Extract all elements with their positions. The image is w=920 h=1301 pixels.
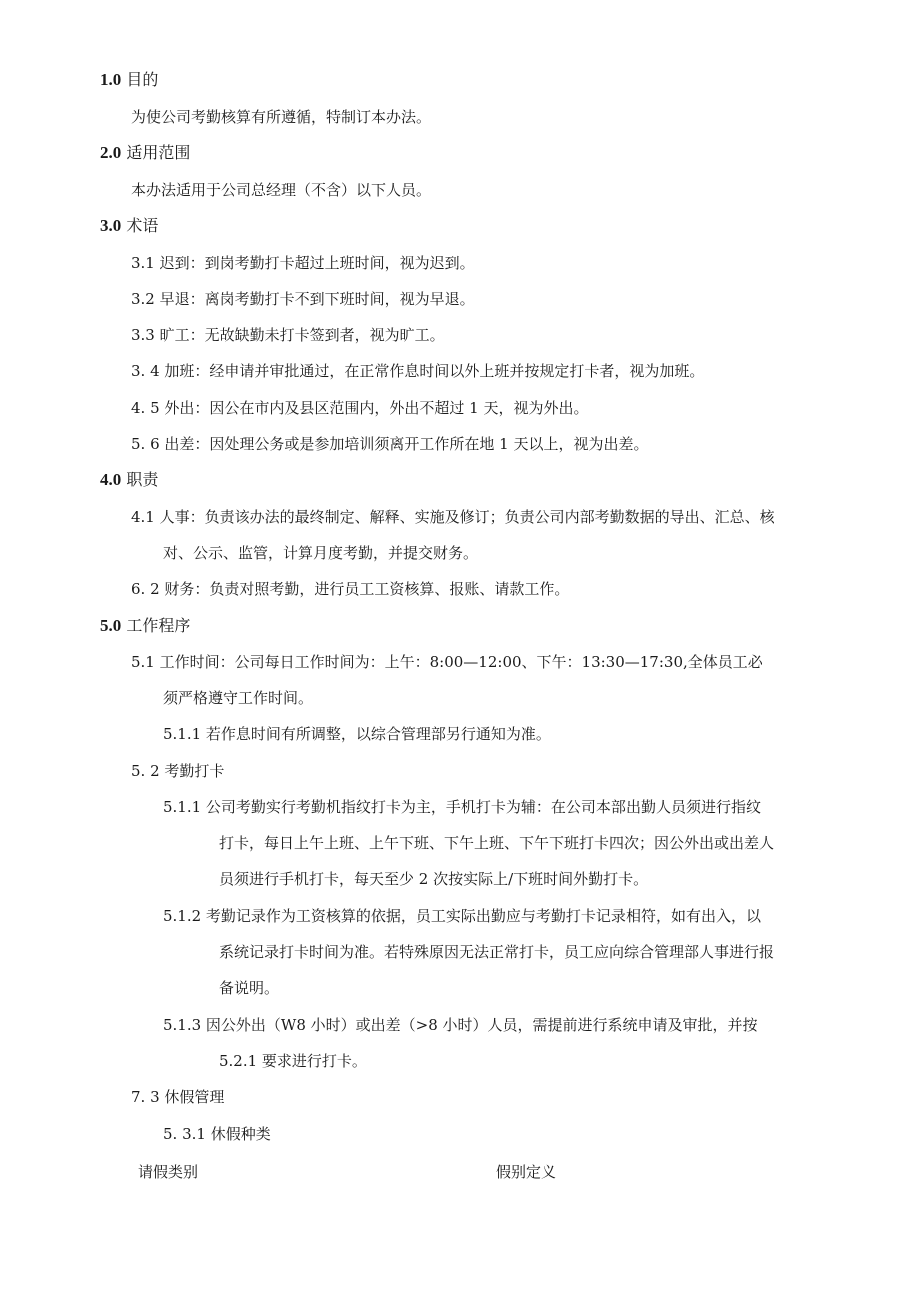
leave-types-heading: 5. 3.1 休假种类 xyxy=(163,1125,271,1143)
section-3-number: 3.0 xyxy=(100,216,122,235)
term-item: 5. 6 出差：因处理公务或是参加培训须离开工作所在地 1 天以上，视为出差。 xyxy=(131,435,649,453)
attendance-rule-2-cont: 系统记录打卡时间为准。若特殊原因无法正常打卡，员工应向综合管理部人事进行报 xyxy=(219,943,775,961)
section-4-number: 4.0 xyxy=(100,470,122,489)
section-5-heading xyxy=(100,616,190,636)
section-1-title: 目的 xyxy=(126,70,159,89)
attendance-rule-2: 5.1.2 考勤记录作为工资核算的依据，员工实际出勤应与考勤打卡记录相符，如有出入，以 xyxy=(163,907,761,925)
section-2-number: 2.0 xyxy=(100,143,122,162)
section-4-title: 职责 xyxy=(126,470,159,489)
attendance-rule-1-cont: 员须进行手机打卡，每天至少 2 次按实际上/下班时间外勤打卡。 xyxy=(219,870,649,888)
attendance-heading: 5. 2 考勤打卡 xyxy=(131,762,225,780)
attendance-rule-3-cont: 5.2.1 要求进行打卡。 xyxy=(219,1052,367,1070)
attendance-rule-1: 5.1.1 公司考勤实行考勤机指纹打卡为主，手机打卡为辅：在公司本部出勤人员须进行指纹 xyxy=(163,798,761,816)
section-3-heading xyxy=(100,216,158,236)
term-item: 4. 5 外出：因公在市内及县区范围内，外出不超过 1 天，视为外出。 xyxy=(131,399,589,417)
section-1-heading xyxy=(100,70,158,90)
leave-management-heading: 7. 3 休假管理 xyxy=(131,1088,225,1106)
section-5-number: 5.0 xyxy=(100,616,122,635)
duty-item-hr-cont: 对、公示、监管，计算月度考勤，并提交财务。 xyxy=(163,544,479,562)
table-header-leave-definition: 假别定义 xyxy=(496,1163,557,1181)
term-item: 3.3 旷工：无故缺勤未打卡签到者，视为旷工。 xyxy=(131,326,445,344)
attendance-rule-1-cont: 打卡，每日上午上班、上午下班、下午上班、下午下班打卡四次；因公外出或出差人 xyxy=(219,834,775,852)
section-4-heading xyxy=(100,470,158,490)
attendance-rule-3: 5.1.3 因公外出（W8 小时）或出差（>8 小时）人员，需提前进行系统申请及审批，并按 xyxy=(163,1016,758,1034)
section-2-body: 本办法适用于公司总经理（不含）以下人员。 xyxy=(131,181,432,199)
section-2-title: 适用范围 xyxy=(126,143,191,162)
term-item: 3. 4 加班：经申请并审批通过，在正常作息时间以外上班并按规定打卡者，视为加班。 xyxy=(131,362,705,380)
section-1-body: 为使公司考勤核算有所遵循，特制订本办法。 xyxy=(131,108,432,126)
term-item: 3.1 迟到：到岗考勤打卡超过上班时间，视为迟到。 xyxy=(131,254,475,272)
duty-item-hr: 4.1 人事：负责该办法的最终制定、解释、实施及修订；负责公司内部考勤数据的导出、汇总、核 xyxy=(131,508,775,526)
section-2-heading xyxy=(100,143,190,163)
section-3-title: 术语 xyxy=(126,216,159,235)
work-hours-line1: 5.1 工作时间：公司每日工作时间为：上午：8:00—12:00、下午：13:30—17:30,全体员工必 xyxy=(131,653,763,671)
attendance-rule-2-cont: 备说明。 xyxy=(219,979,280,997)
section-5-title: 工作程序 xyxy=(126,616,191,635)
term-item: 3.2 早退：离岗考勤打卡不到下班时间，视为早退。 xyxy=(131,290,475,308)
work-hours-adjust: 5.1.1 若作息时间有所调整，以综合管理部另行通知为准。 xyxy=(163,725,551,743)
work-hours-line2: 须严格遵守工作时间。 xyxy=(163,689,314,707)
duty-item-finance: 6. 2 财务：负责对照考勤，进行员工工资核算、报账、请款工作。 xyxy=(131,580,570,598)
section-1-number: 1.0 xyxy=(100,70,122,89)
table-header-leave-category: 请假类别 xyxy=(138,1163,199,1181)
